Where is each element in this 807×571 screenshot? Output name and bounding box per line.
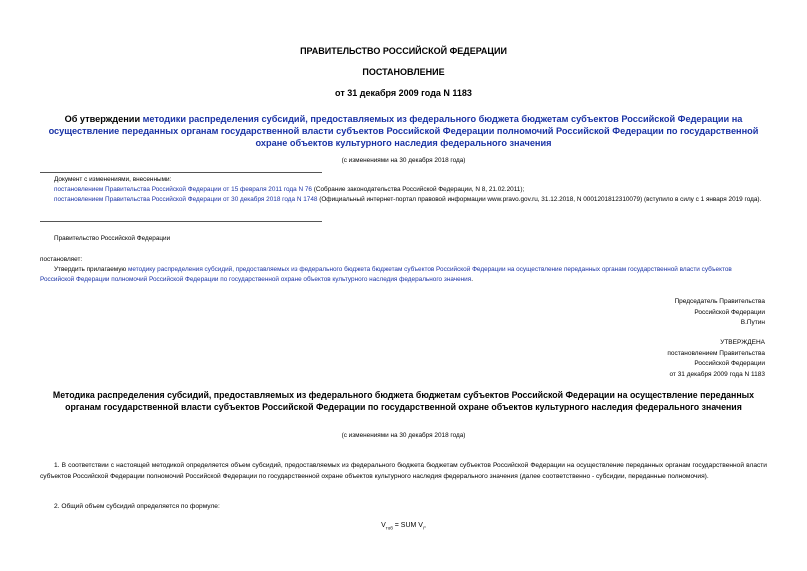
amendment-item-1 — [54, 185, 766, 195]
amendments-block — [54, 175, 766, 205]
approved-by-2: Российской Федерации — [694, 360, 765, 367]
approve-method-link[interactable]: методику распределения субсидий, предоставляемых из федерального бюджета бюджетам субъектов Российской Федерации на осуществление переданных органам государственной власти субъектов Российской Федерации полномочий Российской Федерации по государственной охране объектов культурного наследия федерального значения — [40, 266, 732, 283]
approved-stamp-block — [667, 338, 765, 380]
divider-bottom — [40, 221, 322, 222]
revision-note: (с изменениями на 30 декабря 2018 года) — [341, 157, 466, 164]
approve-paragraph — [40, 265, 767, 285]
amendment-1-text: (Собрание законодательства Российской Федерации, N 8, 21.02.2011); — [311, 186, 525, 193]
method-revision-note: (с изменениями на 30 декабря 2018 года) — [341, 432, 466, 439]
decides-line: постановляет: — [40, 256, 83, 263]
government-line: Правительство Российской Федерации — [54, 235, 171, 242]
divider-top — [40, 172, 322, 173]
document-type: ПОСТАНОВЛЕНИЕ — [362, 67, 445, 77]
government-heading: ПРАВИТЕЛЬСТВО РОССИЙСКОЙ ФЕДЕРАЦИИ — [300, 46, 507, 56]
amendment-2-text: (Официальный интернет-портал правовой информации www.pravo.gov.ru, 31.12.2018, N 0001201812310079) (вступило в силу с 1 января 2019 года). — [317, 196, 762, 203]
formula — [0, 522, 807, 530]
signature-position-2: Российской Федерации — [694, 308, 765, 316]
signature-block — [674, 297, 765, 329]
document-title — [40, 113, 767, 149]
approved-label: УТВЕРЖДЕНА — [720, 339, 765, 346]
formula-sum: = SUM V — [392, 522, 423, 529]
approved-by: постановлением Правительства — [667, 349, 765, 357]
formula-sub-right: i — [422, 525, 424, 531]
title-method-link[interactable]: методики распределения субсидий, предоставляемых из федерального бюджета бюджетам субъектов Российской Федерации на осуществление переданных органам государственной власти субъектов Российской Федерации полномочий Российской Федерации по государственной охране объектов культурного наследия федерального значения — [48, 114, 759, 148]
approve-suffix: . — [471, 276, 473, 283]
amendment-item-2 — [40, 195, 766, 205]
paragraph-2: 2. Общий объем субсидий определяется по формуле: — [54, 503, 220, 510]
document-date-number: от 31 декабря 2009 года N 1183 — [335, 88, 472, 98]
approved-date: от 31 декабря 2009 года N 1183 — [669, 370, 765, 378]
method-title: Методика распределения субсидий, предоставляемых из федерального бюджета бюджетам субъектов Российской Федерации на осуществление переданных органам государственной власти субъектов Российской Федерации по государственной охране объектов культурного наследия федерального значения — [52, 390, 755, 412]
signature-name: В.Путин — [740, 319, 765, 326]
signature-position: Председатель Правительства — [674, 298, 765, 305]
title-prefix: Об утверждении — [64, 114, 143, 124]
formula-sub-left: тоб — [385, 525, 393, 531]
amendment-1-link[interactable]: постановлением Правительства Российской Федерации от 15 февраля 2011 года N 76 — [54, 186, 312, 193]
formula-v: V — [381, 522, 386, 529]
approve-prefix: Утвердить прилагаемую — [54, 266, 128, 273]
formula-tail: , — [423, 522, 426, 529]
amendment-2-link[interactable]: постановлением Правительства Российской Федерации от 30 декабря 2018 года N 1748 — [54, 196, 318, 203]
amendments-intro: Документ с изменениями, внесенными: — [54, 176, 172, 183]
paragraph-1: 1. В соответствии с настоящей методикой определяется объем субсидий, предоставляемых из федерального бюджета бюджетам субъектов Российской Федерации на осуществление переданных органам государственной власти субъектов Российской Федерации полномочий Российской Федерации по государственной охране объектов культурного наследия федерального значения (далее соответственно - субсидии, переданные полномочия). — [40, 462, 767, 480]
